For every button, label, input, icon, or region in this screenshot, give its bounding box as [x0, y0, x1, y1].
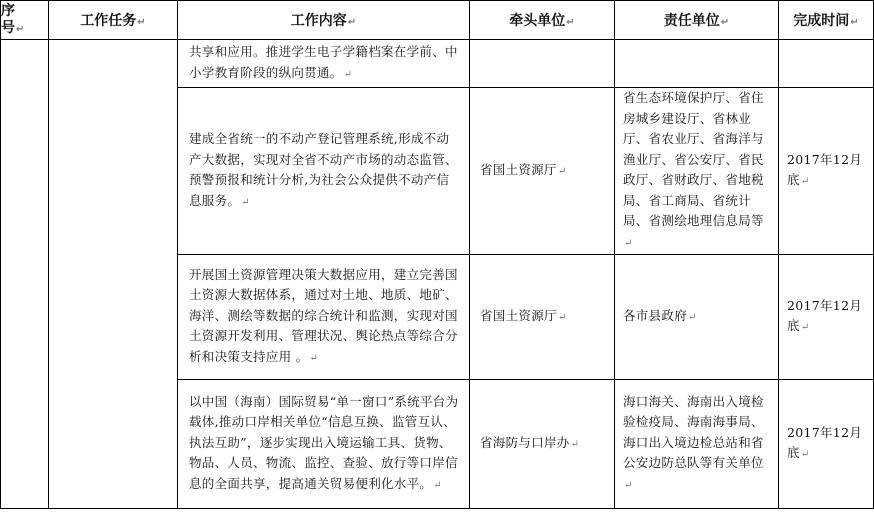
- paragraph-mark: ↵: [347, 17, 357, 28]
- paragraph-mark: ↵: [241, 196, 250, 208]
- lead-cell: [470, 40, 615, 88]
- paragraph-mark: ↵: [557, 311, 567, 323]
- content-cell: 共享和应用。推进学生电子学籍档案在学前、中小学教育阶段的纵向贯通。↵: [178, 40, 470, 88]
- paragraph-mark: ↵: [850, 17, 859, 28]
- header-seq-line2: 号: [1, 19, 15, 36]
- header-content: 工作内容↵: [178, 1, 470, 40]
- paragraph-mark: ↵: [566, 17, 575, 28]
- header-row: [1, 1, 874, 40]
- header-deadline: 完成时间↵: [779, 1, 874, 40]
- paragraph-mark: ↵: [688, 311, 697, 323]
- responsible-cell: [615, 40, 779, 88]
- deadline-cell: [779, 40, 874, 88]
- paragraph-mark: ↵: [137, 17, 146, 28]
- content-cell: 以中国（海南）国际贸易“单一窗口”系统平台为载体,推动口岸相关单位“信息互换、监管互认、执法互助”，逐步实现出入境运输工具、货物、物品、人员、物流、监控、查验、放行等口岸信息的全面共享，提高通关贸易便利化水平。↵: [178, 380, 470, 509]
- paragraph-mark: ↵: [624, 237, 633, 249]
- paragraph-mark: ↵: [16, 23, 25, 35]
- deadline-cell: 2017年12月底↵: [779, 255, 874, 380]
- paragraph-mark: ↵: [570, 438, 580, 450]
- lead-cell: 省海防与口岸办↵: [470, 380, 615, 509]
- paragraph-mark: ↵: [343, 68, 353, 80]
- deadline-cell: 2017年12月底↵: [779, 380, 874, 509]
- header-responsible: 责任单位↵: [615, 1, 779, 40]
- header-lead: 牵头单位↵: [470, 1, 615, 40]
- lead-cell: 省国土资源厅↵: [470, 255, 615, 380]
- lead-cell: 省国土资源厅↵: [470, 88, 615, 255]
- header-seq: [1, 1, 49, 40]
- header-seq-line1: 序: [1, 2, 15, 19]
- table-row: [1, 40, 874, 88]
- responsible-cell: 省生态环境保护厅、省住房城乡建设厅、省林业厅、省农业厅、省海洋与渔业厅、省公安厅、省民政厅、省财政厅、省地税局、省工商局、省统计局、省测绘地理信息局等↵: [615, 88, 779, 255]
- responsible-cell: 各市县政府↵: [615, 255, 779, 380]
- content-cell: 建成全省统一的不动产登记管理系统,形成不动产大数据，实现对全省不动产市场的动态监管、预警预报和统计分析,为社会公众提供不动产信息服务。↵: [178, 88, 470, 255]
- content-cell: 开展国土资源管理决策大数据应用，建立完善国土资源大数据体系，通过对土地、地质、地矿、海洋、测绘等数据的综合统计和监测，实现对国土资源开发利用、管理状况、舆论热点等综合分析和决策支持应用 。↵: [178, 255, 470, 380]
- deadline-cell: 2017年12月底↵: [779, 88, 874, 255]
- paragraph-mark: ↵: [720, 17, 730, 28]
- responsible-cell: 海口海关、海南出入境检验检疫局、海南海事局、海口出入境边检总站和省公安边防总队等有关单位↵: [615, 380, 779, 509]
- task-cell: [49, 40, 178, 509]
- paragraph-mark: ↵: [624, 479, 633, 491]
- paragraph-mark: ↵: [800, 449, 810, 460]
- seq-cell: [1, 40, 49, 509]
- paragraph-mark: ↵: [433, 479, 442, 491]
- header-task: 工作任务↵: [49, 1, 178, 40]
- paragraph-mark: ↵: [557, 165, 567, 177]
- paragraph-mark: ↵: [800, 176, 810, 187]
- paragraph-mark: ↵: [309, 352, 319, 364]
- paragraph-mark: ↵: [800, 322, 810, 333]
